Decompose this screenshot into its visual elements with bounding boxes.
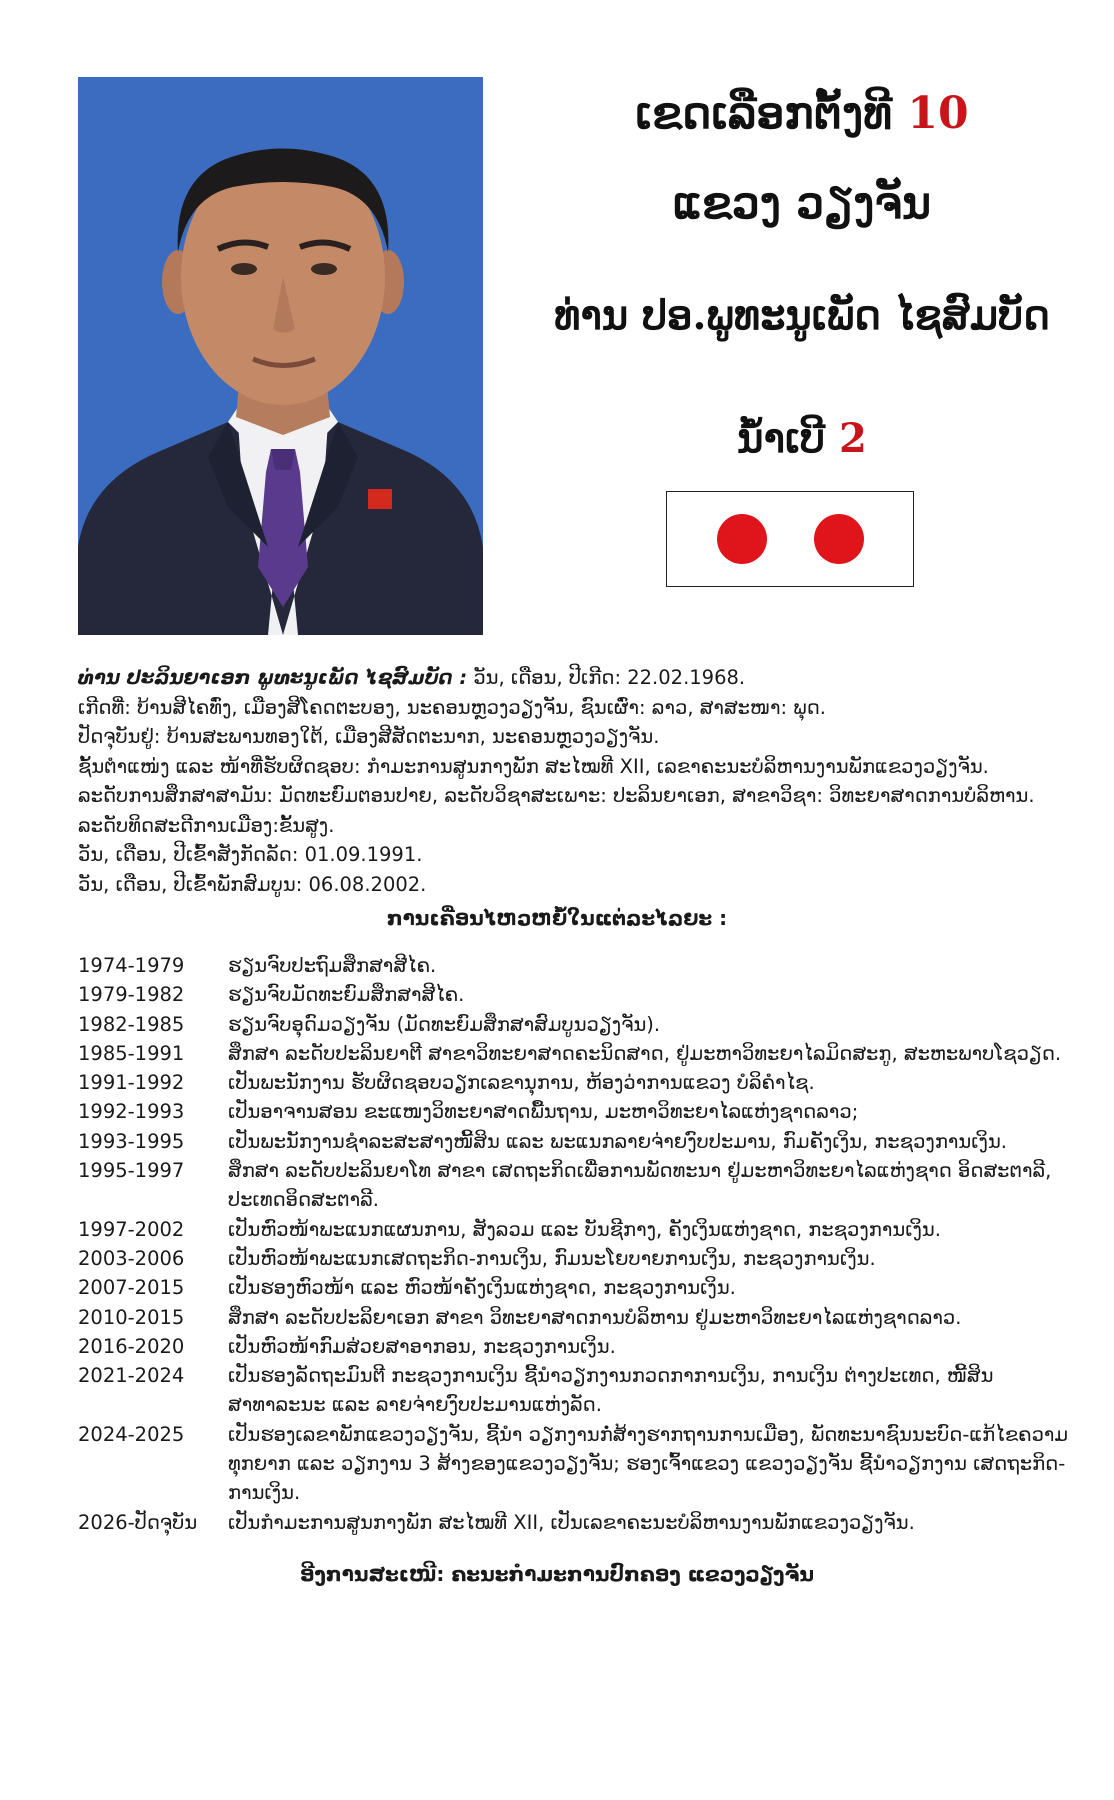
timeline-years: 1974-1979 — [78, 954, 185, 977]
timeline-text: ເປັນພະນັກງານ ຮັບຜິດຊອບວຽກເລຂານຸການ, ຫ້ອງວ່າການແຂວງ ບໍລິຄໍາໄຊ. — [228, 1071, 815, 1095]
timeline-years: 2010-2015 — [78, 1305, 185, 1329]
timeline-text: ເປັນຫົວໜ້າພະແນກແຜນການ, ສັງລວມ ແລະ ບັນຊີກາງ, ຄັງເງິນແຫ່ງຊາດ, ກະຊວງການເງິນ. — [228, 1217, 941, 1241]
timeline-text: ສຶກສາ ລະດັບປະລິຍາເອກ ສາຂາ ວິທະຍາສາດການບໍລິຫານ ຢູ່ມະຫາວິທະຍາໄລແຫ່ງຊາດລາວ. — [228, 1305, 962, 1329]
timeline-text: ຮຽນຈົບມັດທະຍົມສຶກສາສີໄຄ. — [228, 983, 465, 1007]
province-heading: ແຂວງ ວຽງຈັນ — [672, 178, 932, 229]
district-label: ເຂດເລືອກຕັ້ງທີ — [635, 88, 893, 139]
timeline-text: ຮຽນຈົບອຸດົມວຽງຈັນ (ມັດທະຍົມສຶກສາສົມບູນວຽງຈັນ). — [228, 1012, 661, 1036]
electoral-district-heading — [490, 88, 1114, 139]
timeline-years: 2003-2006 — [78, 1246, 185, 1270]
timeline-row — [78, 980, 1078, 1009]
timeline-years: 2007-2015 — [78, 1276, 185, 1300]
timeline-row — [78, 1273, 1078, 1302]
timeline-row — [78, 1010, 1078, 1039]
timeline-years: 2026-ປັດຈຸບັນ — [78, 1510, 198, 1534]
district-number: 10 — [907, 88, 969, 139]
timeline-row — [78, 1097, 1078, 1126]
candidate-name-heading: ທ່ານ ປອ.ພູທະນູເພັດ ໄຊສົມບັດ — [554, 292, 1050, 339]
timeline-row — [78, 1303, 1078, 1332]
timeline-row — [78, 1361, 1078, 1420]
timeline-row — [78, 1068, 1078, 1097]
ballot-dot — [814, 514, 864, 564]
timeline-text: ເປັນຫົວໜ້າກົມສ່ວຍສາອາກອນ, ກະຊວງການເງິນ. — [228, 1334, 616, 1358]
nomination-source-note: ອີງການສະເໜີ: ຄະນະກຳມະການປົກຄອງ ແຂວງວຽງຈັນ — [300, 1562, 814, 1586]
timeline-years: 2021-2024 — [78, 1364, 185, 1388]
timeline-years: 1979-1982 — [78, 983, 185, 1007]
timeline-years: 1991-1992 — [78, 1071, 185, 1095]
timeline-row — [78, 1215, 1078, 1244]
timeline-years: 2024-2025 — [78, 1422, 185, 1446]
timeline-years: 2016-2020 — [78, 1334, 185, 1358]
timeline-text: ເປັນຮອງເລຂາພັກແຂວງວຽງຈັນ, ຊີ້ນໍາ ວຽກງານກໍ່ສ້າງຮາກຖານການເມືອງ, ພັດທະນາຊົນນະບົດ-ແກ້ໄຂຄວາມທຸກຍາກ ແລະ ວຽກງານ 3 ສ້າງຂອງແຂວງວຽງຈັນ; ຮອງເຈົ້າແຂວງ ແຂວງວຽງຈັນ ຊີ້ນໍາວຽກງານ ເສດຖະກິດ-ການເງິນ. — [228, 1422, 1069, 1505]
timeline-text: ສຶກສາ ລະດັບປະລິນຍາຕີ ສາຂາວິທະຍາສາດຄະນິດສາດ, ຢູ່ມະຫາວິທະຍາໄລມິດສະກູ, ສະຫະພາບໂຊວຽດ. — [228, 1041, 1062, 1065]
timeline-row — [78, 1420, 1078, 1508]
timeline-years: 1982-1985 — [78, 1012, 185, 1036]
bio-birthdate: ວັນ, ເດືອນ, ປີເກີດ: 22.02.1968. — [467, 666, 746, 689]
timeline-row — [78, 1127, 1078, 1156]
timeline-row — [78, 1156, 1078, 1215]
biography-section — [78, 663, 1068, 899]
ballot-dot — [717, 514, 767, 564]
number-label: ນໍ້າເບີ — [737, 415, 826, 462]
bio-education: ລະດັບການສຶກສາສາມັນ: ມັດທະຍົມຕອນປາຍ, ລະດັບວິຊາສະເພາະ: ປະລິນຍາເອກ, ສາຂາວິຊາ: ວິທະຍາສາດການບໍລິຫານ. — [78, 784, 1035, 807]
timeline-row — [78, 1332, 1078, 1361]
timeline-heading: ການເຄື່ອນໄຫວຫຍໍ້ໃນແຕ່ລະໄລຍະ : — [386, 906, 728, 930]
timeline-row — [78, 1039, 1078, 1068]
timeline-years: 1985-1991 — [78, 1041, 185, 1065]
bio-civil-service-date: ວັນ, ເດືອນ, ປີເຂົ້າສັງກັດລັດ: 01.09.1991. — [78, 843, 423, 866]
timeline-text: ເປັນອາຈານສອນ ຂະແໜງວິທະຍາສາດພື້ນຖານ, ມະຫາວິທະຍາໄລແຫ່ງຊາດລາວ; — [228, 1100, 859, 1124]
timeline-row — [78, 1244, 1078, 1273]
timeline-text: ເປັນຮອງຫົວໜ້າ ແລະ ຫົວໜ້າຄັງເງິນແຫ່ງຊາດ, ກະຊວງການເງິນ. — [228, 1276, 736, 1300]
number-value: 2 — [839, 415, 867, 462]
candidate-portrait — [78, 77, 483, 635]
bio-position: ຊັ້ນຕໍາແໜ່ງ ແລະ ໜ້າທີ່ຮັບຜິດຊອບ: ກໍາມະການສູນກາງພັກ ສະໄໝທີ XII, ເລຂາຄະນະບໍລິຫານງານພັກແຂວງວຽງຈັນ. — [78, 754, 989, 778]
timeline-row — [78, 1508, 1078, 1537]
timeline-years: 1997-2002 — [78, 1217, 185, 1241]
bio-party-join-date: ວັນ, ເດືອນ, ປີເຂົ້າພັກສົມບູນ: 06.08.2002. — [78, 872, 427, 896]
bio-intro-name: ທ່ານ ປະລິນຍາເອກ ພູທະນູເພັດ ໄຊສົມບັດ : — [78, 666, 468, 689]
timeline-years: 1993-1995 — [78, 1129, 185, 1153]
career-timeline — [78, 951, 1078, 1537]
timeline-text: ເປັນພະນັກງານຊໍາລະສະສາງໜີ້ສິນ ແລະ ພະແນກລາຍຈ່າຍງົບປະມານ, ກົມຄັງເງິນ, ກະຊວງການເງິນ. — [228, 1129, 1008, 1153]
timeline-text: ຮຽນຈົບປະຖົມສຶກສາສີໄຄ. — [228, 954, 437, 977]
bio-residence: ປັດຈຸບັນຢູ່: ບ້ານສະພານທອງໃຕ້, ເມືອງສີສັດຕະນາກ, ນະຄອນຫຼວງວຽງຈັນ. — [78, 725, 660, 748]
timeline-years: 1992-1993 — [78, 1100, 185, 1124]
timeline-text: ເປັນກໍາມະການສູນກາງພັກ ສະໄໝທີ XII, ເປັນເລຂາຄະນະບໍລິຫານງານພັກແຂວງວຽງຈັນ. — [228, 1510, 915, 1534]
bio-political-theory: ລະດັບທິດສະດີການເມືອງ:ຂັ້ນສູງ. — [78, 813, 335, 837]
timeline-row — [78, 951, 1078, 980]
ballot-number-heading — [490, 415, 1114, 462]
bio-birthplace: ເກີດທີ່: ບ້ານສີໄຄທົ່ງ, ເມືອງສີໂຄດຕະບອງ, ນະຄອນຫຼວງວຽງຈັນ, ຊົນເຜົ່າ: ລາວ, ສາສະໜາ: ພຸດ. — [78, 695, 826, 719]
portrait-illustration — [78, 77, 483, 635]
timeline-text: ສຶກສາ ລະດັບປະລິນຍາໂທ ສາຂາ ເສດຖະກິດເພື່ອການພັດທະນາ ຢູ່ມະຫາວິທະຍາໄລແຫ່ງຊາດ ອິດສະຕາລີ, ປະເທດອິດສະຕາລີ. — [228, 1159, 1052, 1212]
ballot-number-symbol — [666, 491, 914, 587]
timeline-text: ເປັນຫົວໜ້າພະແນກເສດຖະກິດ-ການເງິນ, ກົມນະໂຍບາຍການເງິນ, ກະຊວງການເງິນ. — [228, 1246, 876, 1270]
timeline-years: 1995-1997 — [78, 1159, 185, 1183]
bio-intro — [78, 663, 1068, 693]
timeline-text: ເປັນຮອງລັດຖະມົນຕີ ກະຊວງການເງິນ ຊີ້ນໍາວຽກງານກວດກາການເງິນ, ການເງິນ ຕ່າງປະເທດ, ໜີ້ສິນສາທາລະນະ ແລະ ລາຍຈ່າຍງົບປະມານແຫ່ງລັດ. — [228, 1364, 994, 1417]
